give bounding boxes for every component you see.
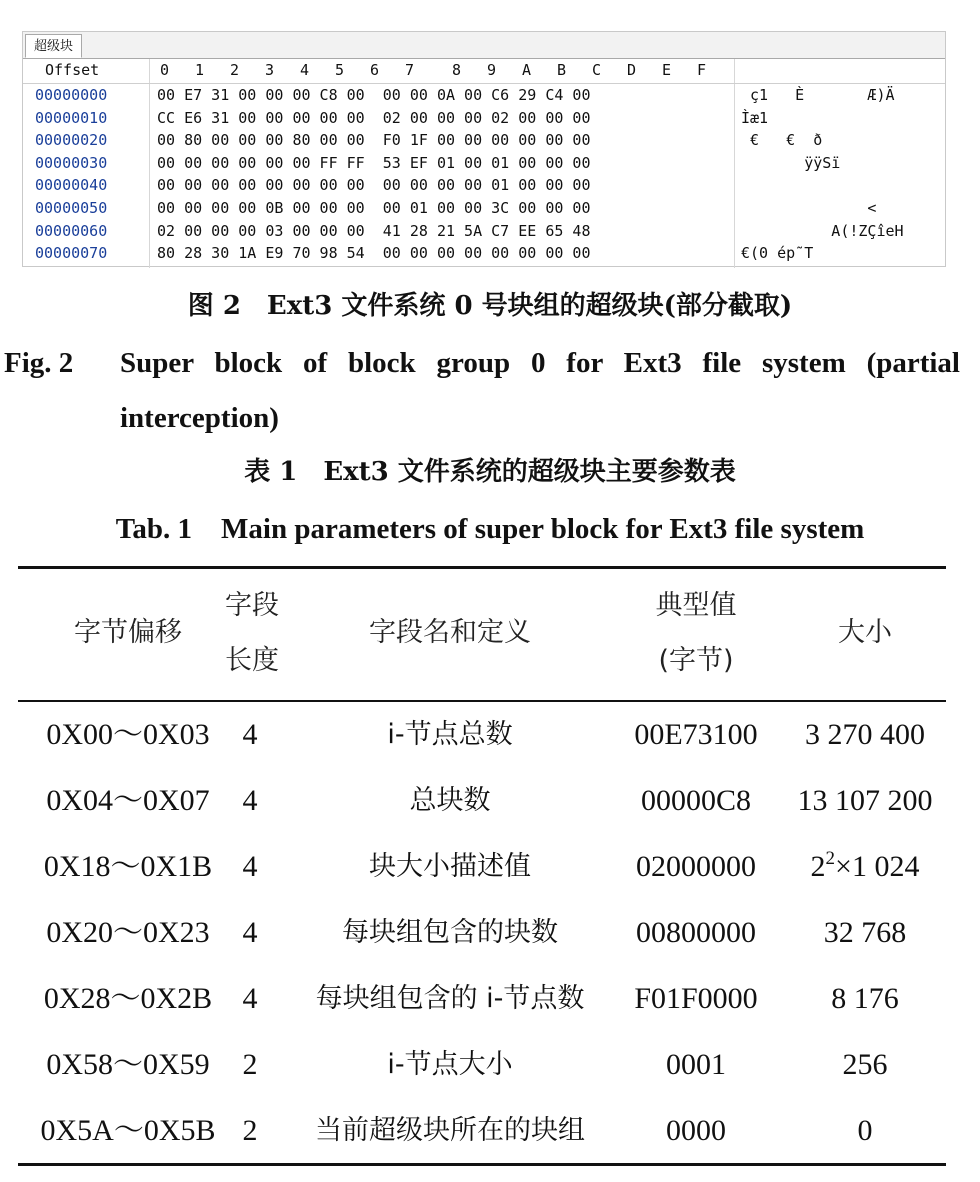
row-ascii: A(!ZÇîeH (741, 221, 904, 240)
cell-name: i-节点大小 (387, 1049, 513, 1080)
col-header: D (627, 61, 637, 79)
table-row (18, 1032, 946, 1098)
cell-name: 每块组包含的块数 (342, 917, 558, 948)
offset-header: Offset (45, 61, 100, 79)
hex-row[interactable] (23, 84, 945, 107)
table-row (18, 900, 946, 966)
size-rest: ×1 024 (835, 850, 920, 883)
cell-length: 4 (242, 916, 258, 949)
col-header: B (557, 61, 567, 79)
figure-caption-en (4, 336, 964, 446)
cell-size: 13 107 200 (797, 784, 933, 817)
table-row (18, 834, 946, 900)
cell-name: 总块数 (409, 785, 491, 816)
header-typical-line1: 典型值 (655, 590, 737, 621)
row-ascii: € € ð (741, 131, 823, 150)
header-typical-line2: (字节) (658, 645, 734, 676)
hex-body (23, 84, 945, 265)
hex-column-header (23, 59, 945, 84)
hex-viewer (22, 31, 946, 267)
row-ascii: Ìæ1 (741, 108, 769, 127)
cell-name: 每块组包含的 i-节点数 (315, 983, 585, 1014)
header-length-line1: 字段 (225, 590, 279, 621)
hex-row[interactable] (23, 174, 945, 197)
row-bytes: 02 00 00 00 03 00 00 00 41 28 21 5A C7 EE 65 48 (157, 221, 591, 240)
cell-name: 块大小描述值 (369, 851, 531, 882)
hex-row[interactable] (23, 242, 945, 265)
table-row (18, 768, 946, 834)
cell-typical: 00000C8 (640, 784, 751, 817)
header-size: 大小 (838, 617, 892, 648)
cell-typical: F01F0000 (634, 982, 758, 1015)
header-name: 字段名和定义 (369, 617, 531, 648)
row-bytes: 00 00 00 00 0B 00 00 00 00 01 00 00 3C 00 00 00 (157, 198, 591, 217)
col-header: 0 (160, 61, 170, 79)
tab-superblock[interactable]: 超级块 (25, 34, 82, 58)
cell-offset: 0X5A～0X5B (40, 1114, 216, 1147)
row-offset: 00000040 (35, 176, 108, 195)
row-bytes: CC E6 31 00 00 00 00 00 02 00 00 00 02 00 00 00 (157, 108, 591, 127)
figure-caption-en-text: Super block of block group 0 for Ext3 file system (partial interception) (120, 347, 960, 434)
size-base: 2 (810, 850, 826, 883)
header-length-line2: 长度 (225, 645, 279, 676)
table-row (18, 702, 946, 768)
col-header: 1 (195, 61, 205, 79)
col-header: 3 (265, 61, 275, 79)
cell-typical: 00E73100 (634, 718, 758, 751)
cell-offset: 0X00～0X03 (46, 718, 210, 751)
hex-row[interactable] (23, 129, 945, 152)
cell-length: 4 (242, 850, 258, 883)
cell-name: i-节点总数 (387, 719, 513, 750)
row-ascii: ç1 È Æ)Ä (741, 86, 895, 104)
hex-row[interactable] (23, 152, 945, 175)
row-offset: 00000060 (35, 221, 108, 240)
row-ascii: ÿÿSï (741, 153, 841, 172)
row-ascii: €(0 ép˜T (741, 244, 814, 263)
table-caption-cn: 表 1 Ext3 文件系统的超级块主要参数表 (244, 457, 736, 487)
byte-column-headers (160, 61, 732, 79)
cell-size: 3 270 400 (805, 718, 925, 751)
col-header: 5 (335, 61, 345, 79)
hex-row[interactable] (23, 107, 945, 130)
row-bytes: 00 E7 31 00 00 00 C8 00 00 00 0A 00 C6 29 C4 00 (157, 86, 591, 104)
col-header: 7 (405, 61, 415, 79)
cell-size: 0 (857, 1114, 873, 1147)
row-offset: 00000030 (35, 153, 108, 172)
cell-typical: 0001 (666, 1048, 726, 1081)
cell-size: 32 768 (823, 916, 907, 949)
cell-offset: 0X28～0X2B (43, 982, 213, 1015)
header-offset: 字节偏移 (74, 617, 182, 648)
cell-typical: 0000 (666, 1114, 726, 1147)
cell-size: 256 (842, 1048, 888, 1081)
col-header: 2 (230, 61, 240, 79)
row-offset: 00000010 (35, 108, 108, 127)
figure-caption-cn: 图 2 Ext3 文件系统 0 号块组的超级块(部分截取) (187, 291, 793, 321)
cell-size: 8 176 (831, 982, 899, 1015)
row-ascii: < (741, 198, 877, 217)
row-offset: 00000070 (35, 244, 108, 263)
hex-row[interactable] (23, 220, 945, 243)
row-offset: 00000050 (35, 198, 108, 217)
cell-typical: 02000000 (636, 850, 756, 883)
col-header: C (592, 61, 602, 79)
cell-offset: 0X58～0X59 (46, 1048, 210, 1081)
row-offset: 00000000 (35, 86, 108, 104)
hex-tab-bar (23, 32, 945, 59)
table-row (18, 966, 946, 1032)
cell-length: 4 (242, 784, 258, 817)
cell-length: 2 (242, 1048, 258, 1081)
row-offset: 00000020 (35, 131, 108, 150)
col-header: 8 (452, 61, 462, 79)
col-header: 4 (300, 61, 310, 79)
cell-offset: 0X20～0X23 (46, 916, 210, 949)
row-bytes: 00 00 00 00 00 00 FF FF 53 EF 01 00 01 00 00 00 (157, 153, 591, 172)
cell-length: 4 (242, 982, 258, 1015)
table-top-rule (18, 566, 946, 569)
table-row (18, 1098, 946, 1164)
cell-offset: 0X18～0X1B (43, 850, 213, 883)
row-bytes: 00 00 00 00 00 00 00 00 00 00 00 00 01 00 00 00 (157, 176, 591, 195)
cell-offset: 0X04～0X07 (46, 784, 210, 817)
col-header: 6 (370, 61, 380, 79)
cell-name: 当前超级块所在的块组 (315, 1115, 585, 1146)
col-header: F (697, 61, 707, 79)
cell-length: 2 (242, 1114, 258, 1147)
row-bytes: 80 28 30 1A E9 70 98 54 00 00 00 00 00 00 00 00 (157, 244, 591, 263)
cell-typical: 00800000 (636, 916, 756, 949)
col-header: E (662, 61, 672, 79)
col-header: A (522, 61, 532, 79)
table-caption-en: Tab. 1 Main parameters of super block for Ext3 file system (115, 513, 865, 545)
size-exponent: 2 (825, 848, 836, 869)
cell-size (780, 834, 950, 900)
row-bytes: 00 80 00 00 00 80 00 00 F0 1F 00 00 00 00 00 00 (157, 131, 591, 150)
figure-caption-en-label: Fig. 2 (4, 347, 74, 379)
col-header: 9 (487, 61, 497, 79)
hex-row[interactable] (23, 197, 945, 220)
cell-length: 4 (242, 718, 258, 751)
